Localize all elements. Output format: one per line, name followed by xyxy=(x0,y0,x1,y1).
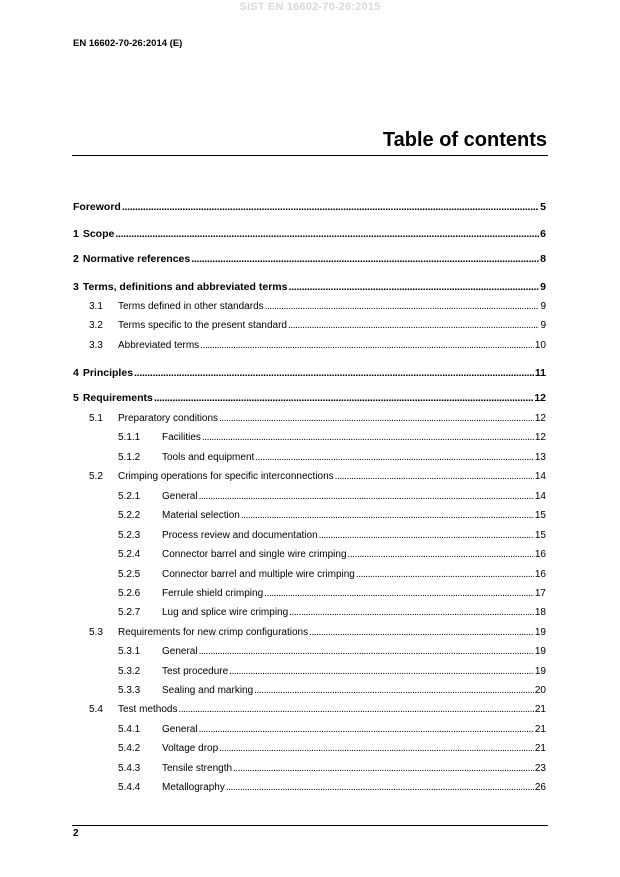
toc-entry[interactable] xyxy=(89,320,546,332)
toc-entry[interactable] xyxy=(118,452,546,464)
toc-entry-number: 3.1 xyxy=(89,301,103,312)
toc-entry-label: Crimping operations for specific interconnections xyxy=(118,471,334,482)
toc-leader-dots xyxy=(202,432,534,444)
toc-entry-number: 5.2.1 xyxy=(118,491,141,502)
toc-entry-page: 9 xyxy=(540,320,546,331)
toc-leader-dots xyxy=(226,782,534,794)
toc-entry[interactable] xyxy=(73,228,546,240)
toc-leader-dots xyxy=(219,413,534,425)
toc-entry-number: 5 xyxy=(73,392,79,404)
toc-entry-page: 14 xyxy=(534,471,546,482)
toc-entry-label: Sealing and marking xyxy=(162,685,254,696)
toc-entry-page: 10 xyxy=(534,340,546,351)
toc-entry-label: Process review and documentation xyxy=(162,530,318,541)
toc-entry-page: 21 xyxy=(534,724,546,735)
toc-entry[interactable] xyxy=(118,588,546,600)
toc-entry[interactable] xyxy=(118,607,546,619)
toc-entry[interactable] xyxy=(118,530,546,542)
toc-entry-number: 5.2 xyxy=(89,471,103,482)
toc-entry-number: 3.2 xyxy=(89,320,103,331)
toc-entry-label: Terms defined in other standards xyxy=(118,301,264,312)
toc-entry-label: Lug and splice wire crimping xyxy=(162,607,289,618)
toc-leader-dots xyxy=(219,743,534,755)
toc-entry[interactable] xyxy=(89,413,546,425)
toc-entry-label: Preparatory conditions xyxy=(118,413,219,424)
toc-entry-number: 5.2.2 xyxy=(118,510,141,521)
toc-entry-page: 15 xyxy=(534,530,546,541)
toc-entry-number: 3 xyxy=(73,281,79,293)
toc-entry-number: 5.2.5 xyxy=(118,569,141,580)
toc-entry[interactable] xyxy=(118,510,546,522)
toc-entry-label: General xyxy=(162,724,198,735)
toc-entry[interactable] xyxy=(118,432,546,444)
toc-entry-number: 5.3.2 xyxy=(118,666,141,677)
toc-entry[interactable] xyxy=(73,281,546,293)
toc-entry-page: 20 xyxy=(534,685,546,696)
toc-entry-page: 8 xyxy=(540,253,546,265)
toc-entry-page: 17 xyxy=(534,588,546,599)
watermark: SIST EN 16602-70-26:2015 xyxy=(239,1,381,13)
toc-entry-number: 4 xyxy=(73,367,79,379)
toc-leader-dots xyxy=(348,549,534,561)
toc-leader-dots xyxy=(288,320,539,332)
toc-entry-label: Connector barrel and single wire crimping xyxy=(162,549,347,560)
toc-entry[interactable] xyxy=(118,491,546,503)
toc-entry-number: 5.2.4 xyxy=(118,549,141,560)
toc-entry-number: 5.4.2 xyxy=(118,743,141,754)
toc-entry-page: 9 xyxy=(540,301,546,312)
toc-entry-page: 13 xyxy=(534,452,546,463)
toc-entry-label: Connector barrel and multiple wire crimping xyxy=(162,569,355,580)
toc-entry-page: 16 xyxy=(534,569,546,580)
toc-entry[interactable] xyxy=(89,627,546,639)
toc-leader-dots xyxy=(309,627,534,639)
page-number: 2 xyxy=(73,828,79,839)
toc-entry-number: 5.1.2 xyxy=(118,452,141,463)
toc-leader-dots xyxy=(335,471,534,483)
toc-entry-label: Terms specific to the present standard xyxy=(118,320,287,331)
toc-leader-dots xyxy=(178,704,533,716)
toc-leader-dots xyxy=(288,281,539,293)
toc-entry-number: 5.2.3 xyxy=(118,530,141,541)
toc-entry-page: 9 xyxy=(540,281,546,293)
footer-divider xyxy=(72,825,548,826)
document-id: EN 16602-70-26:2014 (E) xyxy=(73,38,183,49)
toc-entry-number: 5.4.1 xyxy=(118,724,141,735)
toc-entry-number: 2 xyxy=(73,253,79,265)
toc-entry-page: 19 xyxy=(534,646,546,657)
toc-entry[interactable] xyxy=(118,685,546,697)
toc-entry-label: Normative references xyxy=(82,253,191,265)
toc-entry[interactable] xyxy=(89,301,546,313)
toc-entry[interactable] xyxy=(118,743,546,755)
toc-leader-dots xyxy=(134,367,534,379)
toc-entry-number: 5.4.3 xyxy=(118,763,141,774)
toc-entry-label: Metallography xyxy=(162,782,225,793)
toc-entry-page: 23 xyxy=(534,763,546,774)
toc-entry-page: 12 xyxy=(534,392,546,404)
toc-entry-label: Requirements for new crimp configurations xyxy=(118,627,309,638)
toc-leader-dots xyxy=(356,569,534,581)
toc-entry-page: 12 xyxy=(534,432,546,443)
toc-leader-dots xyxy=(200,340,534,352)
toc-entry[interactable] xyxy=(118,646,546,658)
toc-entry-page: 5 xyxy=(540,201,546,213)
toc-leader-dots xyxy=(289,607,534,619)
toc-entry[interactable] xyxy=(118,549,546,561)
toc-entry-label: Abbreviated terms xyxy=(118,340,200,351)
toc-leader-dots xyxy=(265,301,540,313)
toc-entry-number: 5.3.1 xyxy=(118,646,141,657)
toc-entry[interactable] xyxy=(118,763,546,775)
toc-entry[interactable] xyxy=(89,704,546,716)
toc-entry-page: 14 xyxy=(534,491,546,502)
toc-entry-page: 21 xyxy=(534,704,546,715)
toc-entry-label: Tensile strength xyxy=(162,763,233,774)
toc-entry[interactable] xyxy=(73,253,546,265)
toc-entry-number: 3.3 xyxy=(89,340,103,351)
toc-entry-page: 18 xyxy=(534,607,546,618)
toc-leader-dots xyxy=(115,228,539,240)
toc-entry-page: 21 xyxy=(534,743,546,754)
toc-entry-page: 16 xyxy=(534,549,546,560)
toc-leader-dots xyxy=(233,763,534,775)
toc-entry-label: Tools and equipment xyxy=(162,452,255,463)
toc-entry-page: 12 xyxy=(534,413,546,424)
toc-entry-label: Voltage drop xyxy=(162,743,219,754)
toc-entry[interactable] xyxy=(73,392,546,404)
toc-entry-label: Ferrule shield crimping xyxy=(162,588,264,599)
toc-entry-number: 1 xyxy=(73,228,79,240)
toc-entry-page: 19 xyxy=(534,627,546,638)
toc-leader-dots xyxy=(154,392,533,404)
toc-entry-page: 26 xyxy=(534,782,546,793)
toc-leader-dots xyxy=(199,724,534,736)
toc-entry-label: General xyxy=(162,646,198,657)
toc-entry[interactable] xyxy=(118,782,546,794)
toc-entry-label: Foreword xyxy=(73,201,121,213)
toc-entry-page: 19 xyxy=(534,666,546,677)
toc-entry-number: 5.3 xyxy=(89,627,103,638)
toc-entry-number: 5.3.3 xyxy=(118,685,141,696)
toc-entry-number: 5.2.7 xyxy=(118,607,141,618)
toc-entry-page: 11 xyxy=(534,367,546,379)
toc-entry-label: Requirements xyxy=(82,392,153,404)
toc-leader-dots xyxy=(199,491,534,503)
toc-entry-label: Scope xyxy=(82,228,115,240)
toc-entry-number: 5.4.4 xyxy=(118,782,141,793)
toc-entry-number: 5.1.1 xyxy=(118,432,141,443)
toc-entry[interactable] xyxy=(73,367,546,379)
toc-leader-dots xyxy=(199,646,534,658)
toc-leader-dots xyxy=(229,666,534,678)
toc-entry-number: 5.2.6 xyxy=(118,588,141,599)
page-title: Table of contents xyxy=(382,129,547,151)
toc-entry[interactable] xyxy=(118,724,546,736)
toc-entry-label: Test procedure xyxy=(162,666,229,677)
toc-entry[interactable] xyxy=(89,340,546,352)
toc-leader-dots xyxy=(191,253,539,265)
toc-entry-number: 5.4 xyxy=(89,704,103,715)
toc-entry-label: General xyxy=(162,491,198,502)
toc-entry-label: Material selection xyxy=(162,510,240,521)
toc-entry-number: 5.1 xyxy=(89,413,103,424)
toc-leader-dots xyxy=(319,530,534,542)
toc-leader-dots xyxy=(122,201,539,213)
toc-entry-label: Facilities xyxy=(162,432,201,443)
toc-entry-label: Principles xyxy=(82,367,134,379)
toc-entry[interactable] xyxy=(73,201,546,213)
toc-entry-label: Test methods xyxy=(118,704,178,715)
toc-entry-page: 15 xyxy=(534,510,546,521)
toc-entry-page: 6 xyxy=(540,228,546,240)
toc-leader-dots xyxy=(255,452,534,464)
toc-entry[interactable] xyxy=(118,569,546,581)
toc-entry[interactable] xyxy=(89,471,546,483)
toc-leader-dots xyxy=(254,685,534,697)
toc-entry-label: Terms, definitions and abbreviated terms xyxy=(82,281,288,293)
toc-leader-dots xyxy=(264,588,534,600)
toc-leader-dots xyxy=(241,510,534,522)
toc-entry[interactable] xyxy=(118,666,546,678)
